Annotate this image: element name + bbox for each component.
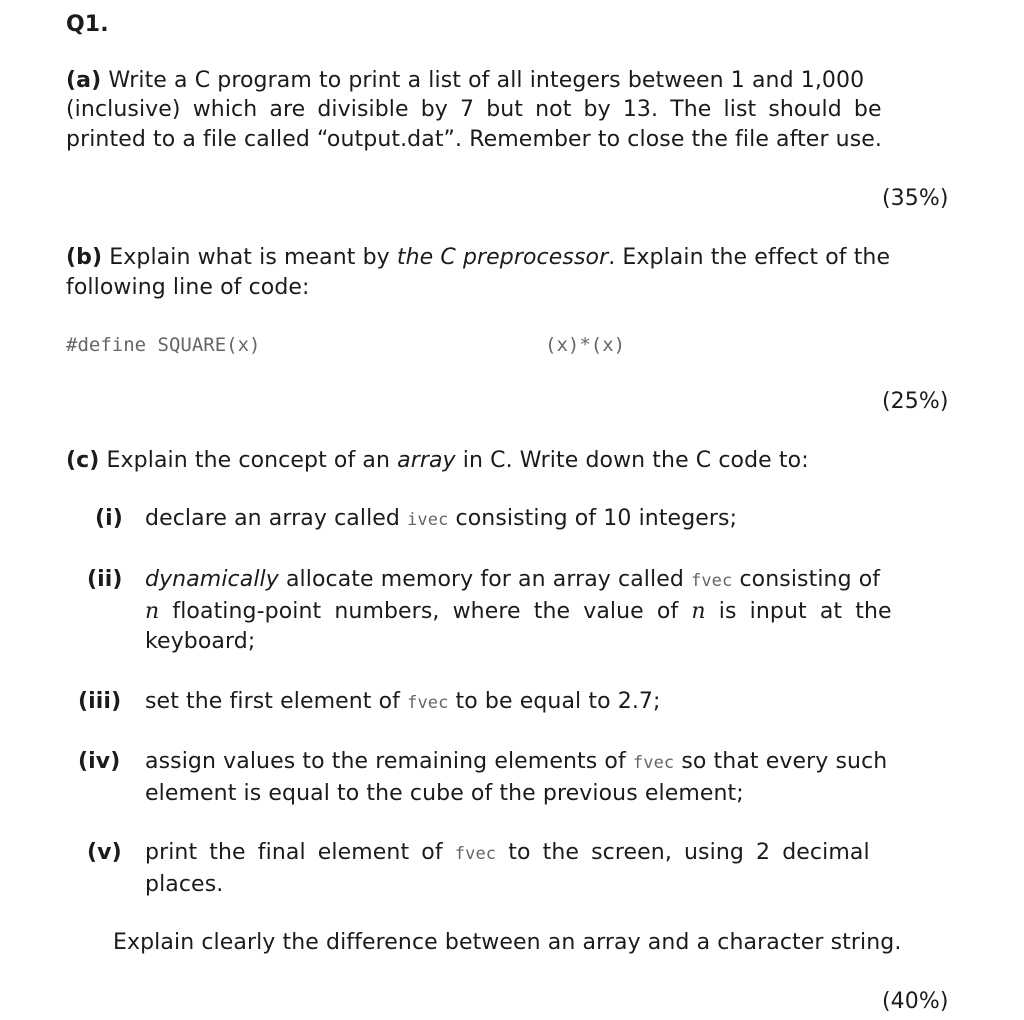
item-iii-code: fvec [407, 693, 449, 713]
item-i-code: ivec [407, 510, 449, 530]
item-ii-line-3: keyboard; [145, 629, 256, 654]
question-heading: Q1. [66, 12, 109, 37]
part-b-text-2: . Explain the effect of the [608, 245, 891, 270]
item-v-line-1 [145, 840, 870, 865]
item-iv-code: fvec [632, 753, 675, 773]
item-v-pre: print the final element of [145, 840, 455, 865]
part-b-line-2: following line of code: [66, 275, 310, 300]
part-b-text-1: Explain what is meant by [109, 245, 397, 270]
item-iv-label: (iv) [78, 749, 121, 774]
part-c-emphasis: array [397, 448, 456, 473]
item-ii-line-2-end: is input at the [705, 599, 892, 624]
code-expression: (x)*(x) [545, 334, 626, 356]
item-ii-post: consisting of [732, 567, 881, 592]
part-a-text: Write a C program to print a list of all integers between 1 and 1,000 [108, 68, 865, 93]
item-iii-post: to be equal to 2.7; [448, 689, 661, 714]
item-iii-pre: set the first element of [145, 689, 408, 714]
item-v-post: to the screen, using 2 decimal [496, 840, 870, 865]
part-c-text-1: Explain the concept of an [106, 448, 398, 473]
part-b-emphasis: the C preprocessor [396, 245, 609, 270]
item-v-line-2: places. [145, 872, 224, 897]
item-i-text [145, 506, 737, 531]
item-ii-pre: allocate memory for an array called [278, 567, 692, 592]
item-ii-emphasis: dynamically [145, 567, 279, 592]
item-ii-var-n: n [145, 599, 160, 624]
item-v-code: fvec [454, 844, 497, 864]
item-i-label: (i) [95, 506, 123, 531]
item-ii-line-1 [145, 567, 880, 592]
part-a-marks: (35%) [882, 186, 949, 211]
part-a-label: (a) [66, 68, 102, 93]
part-c-marks: (40%) [882, 989, 949, 1014]
part-c-line-1 [66, 448, 809, 473]
part-a-line-2: (inclusive) which are divisible by 7 but not by 13. The list should be [66, 97, 882, 122]
part-b-label: (b) [66, 245, 103, 270]
item-iv-line-1 [145, 749, 887, 774]
item-iii-text [145, 689, 661, 714]
part-c-closing: Explain clearly the difference between an array and a character string. [113, 930, 902, 955]
item-ii-line-2-text: floating-point numbers, where the value of [159, 599, 692, 624]
item-ii-code: fvec [691, 571, 733, 591]
item-ii-var-n-2: n [691, 599, 706, 624]
item-i-pre: declare an array called [145, 506, 408, 531]
part-a-line-3: printed to a file called “output.dat”. Remember to close the file after use. [66, 127, 883, 152]
part-a-line-1 [66, 68, 976, 93]
item-iv-post: so that every such [674, 749, 888, 774]
item-iv-line-2: element is equal to the cube of the previous element; [145, 781, 744, 806]
part-b-marks: (25%) [882, 389, 949, 414]
part-c-text-2: in C. Write down the C code to: [455, 448, 809, 473]
item-i-post: consisting of 10 integers; [448, 506, 738, 531]
item-ii-line-2 [145, 599, 892, 624]
item-iii-label: (iii) [78, 689, 122, 714]
item-ii-label: (ii) [87, 567, 123, 592]
part-c-label: (c) [66, 448, 100, 473]
part-b-line-1 [66, 245, 890, 270]
code-define: #define SQUARE(x) [66, 334, 261, 356]
item-v-label: (v) [87, 840, 122, 865]
item-iv-pre: assign values to the remaining elements of [145, 749, 633, 774]
